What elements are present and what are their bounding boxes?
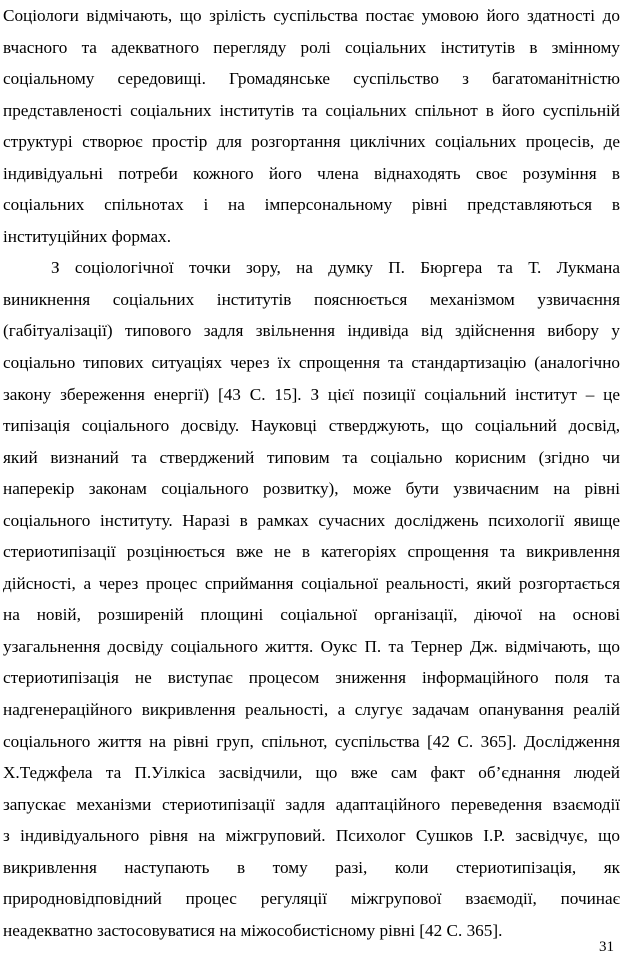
text-line: неадекватно застосовуватися на міжособистісному рівні [42 С. 365]. xyxy=(3,920,503,940)
text-line: інституційних формах. xyxy=(3,226,171,246)
text-line: структурі створює простір для розгортання циклічних соціальних процесів, де xyxy=(3,132,620,152)
text-line: соціального життя на рівні груп, спільнот, суспільства [42 С. 365]. Дослідження xyxy=(3,731,620,751)
text-line: соціальних спільнотах і на імперсональному рівні представляються в xyxy=(3,195,620,215)
text-line: Соціологи відмічають, що зрілість суспільства постає умовою його здатності до xyxy=(3,6,620,25)
text-line: вчасного та адекватного перегляду ролі соціальних інститутів в змінному xyxy=(3,37,620,57)
text-line: індивідуальні потреби кожного його члена віднаходять своє розуміння в xyxy=(3,163,620,183)
text-line: типізація соціального досвіду. Науковці стверджують, що соціальний досвід, xyxy=(3,416,620,436)
paragraph-first-line: З соціологічної точки зору, на думку П. Бюргера та Т. Лукмана xyxy=(51,258,620,278)
text-line: соціального інституту. Наразі в рамках сучасних досліджень психології явище xyxy=(3,510,620,530)
text-line: соціальному середовищі. Громадянське суспільство з багатоманітністю xyxy=(3,69,620,89)
text-line: на новій, розширеній площині соціальної організації, діючої на основі xyxy=(3,605,620,625)
text-line: виникнення соціальних інститутів пояснюється механізмом узвичаєння xyxy=(3,289,620,309)
text-line: соціально типових ситуаціях через їх спрощення та стандартизацію (аналогічно xyxy=(3,353,620,373)
text-line: викривлення наступають в тому разі, коли стериотипізація, як xyxy=(3,857,620,877)
text-line: закону збереження енергії) [43 С. 15]. З цієї позиції соціальний інститут – це xyxy=(3,384,620,404)
text-line: надгенераційного викривлення реальності, а слугує задачам опанування реалій xyxy=(3,700,620,720)
text-line: дійсності, а через процес сприймання соціальної реальності, який розгортається xyxy=(3,573,620,593)
text-line: узагальнення досвіду соціального життя. Оукс П. та Тернер Дж. відмічають, що xyxy=(3,636,620,656)
page-number: 31 xyxy=(599,939,614,955)
text-line: (габітуалізації) типового задля звільнення індивіда від здійснення вибору у xyxy=(3,321,620,341)
text-line: запускає механізми стериотипізації задля адаптаційного переведення взаємодії xyxy=(3,794,620,814)
text-line: стериотипізації розцінюється вже не в категоріях спрощення та викривлення xyxy=(3,542,620,562)
text-line: який визнаний та стверджений типовим та соціально корисним (згідно чи xyxy=(3,447,620,467)
text-line: з індивідуального рівня на міжгруповий. Психолог Сушков І.Р. засвідчує, що xyxy=(3,826,620,846)
text-line: представленості соціальних інститутів та соціальних спільнот в його суспільній xyxy=(3,100,620,120)
body-text xyxy=(3,0,620,946)
text-line: природновідповідний процес регуляції міжгрупової взаємодії, починає xyxy=(3,889,620,909)
text-line: стериотипізація не виступає процесом зниження інформаційного поля та xyxy=(3,668,620,688)
text-line: наперекір законам соціального розвитку), може бути узвичаєним на рівні xyxy=(3,479,620,499)
text-line: Х.Теджфела та П.Уілкіса засвідчили, що вже сам факт об’єднання людей xyxy=(3,763,620,783)
